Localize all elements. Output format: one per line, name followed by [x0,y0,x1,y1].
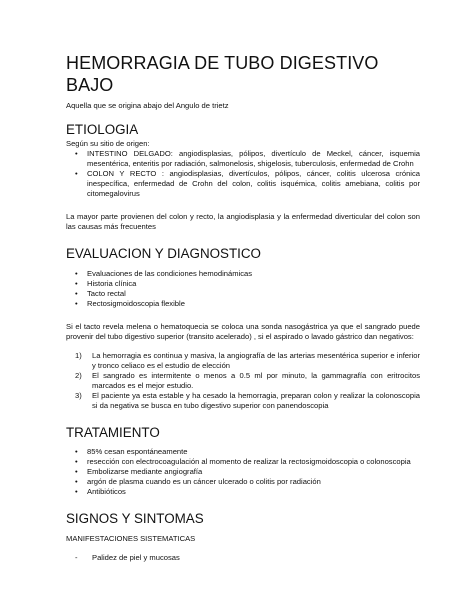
etiologia-list [66,149,420,199]
section-heading-signos: SIGNOS Y SINTOMAS [66,511,204,526]
etiologia-intro: Según su sitio de origen: [66,139,150,148]
tratamiento-list [66,447,420,497]
list-item: • Rectosigmoidoscopia flexible [75,299,185,308]
section-heading-tratamiento: TRATAMIENTO [66,425,160,440]
etiologia-summary: La mayor parte provienen del colon y recto, la angiodisplasia y la enfermedad diverticular del colon son las causas más frecuentes [66,212,420,231]
signos-list [66,553,420,563]
evaluacion-numbered-list [66,351,420,411]
bullet-icon: • [75,279,78,288]
bullet-icon: • [75,477,78,486]
list-item: • Tacto rectal [75,289,126,298]
evaluacion-paragraph: Si el tacto revela melena o hematoquecia se coloca una sonda nasogástrica ya que el sangrado puede provenir del tubo digestivo superior (transito acelerado) , si el aspirado o lavado gástrico dan negativos: [66,322,420,341]
list-item: - Palidez de piel y mucosas [75,553,180,562]
list-item: 2) El sangrado es intermitente o menos a 0.5 ml por minuto, la gammagrafía con eritrocitos marcados es el mejor estudio. [75,371,420,390]
bullet-icon: • [75,149,78,158]
bullet-icon: • [75,487,78,496]
bullet-icon: • [75,169,78,178]
list-item: • COLON Y RECTO : angiodisplasias, divertículos, pólipos, cáncer, colitis ulcerosa crónica inespecífica, enfermedad de Crohn del colon, colitis isquémica, colitis amebiana, colitis por citomegalovirus [75,169,420,198]
list-item: • Historia clínica [75,279,137,288]
page-subtitle: Aquella que se origina abajo del Angulo de trietz [66,101,229,110]
section-heading-evaluacion: EVALUACION Y DIAGNOSTICO [66,246,261,261]
bullet-icon: • [75,269,78,278]
list-item: • INTESTINO DELGADO: angiodisplasias, pólipos, divertículo de Meckel, cáncer, isquemia mesentérica, enteritis por radiación, salmonelosis, shigelosis, tuberculosis, enfermedad de Crohn [75,149,420,168]
list-item: • argón de plasma cuando es un cáncer ulcerado o colitis por radiación [75,477,321,486]
bullet-icon: • [75,447,78,456]
list-item: • resección con electrocoagulación al momento de realizar la rectosigmoidoscopia o colonoscopia [75,457,411,466]
list-item: 1) La hemorragia es continua y masiva, la angiografía de las arterias mesentérica superior e inferior y tronco celiaco es el estudio de elección [75,351,420,370]
bullet-icon: • [75,467,78,476]
list-item: • Antibióticos [75,487,126,496]
bullet-icon: • [75,289,78,298]
list-item: 3) El paciente ya esta estable y ha cesado la hemorragia, preparan colon y realizar la colonoscopia si da negativa se busca en tubo digestivo superior con panendoscopia [75,391,420,410]
list-item: • Evaluaciones de las condiciones hemodinámicas [75,269,253,278]
list-item: • 85% cesan espontáneamente [75,447,188,456]
bullet-icon: • [75,457,78,466]
bullet-icon: • [75,299,78,308]
evaluacion-list [66,269,420,309]
list-item: • Embolizarse mediante angiografía [75,467,203,476]
signos-subheading: MANIFESTACIONES SISTEMATICAS [66,534,196,543]
page-title: HEMORRAGIA DE TUBO DIGESTIVO BAJO [66,53,379,95]
section-heading-etiologia: ETIOLOGIA [66,122,139,137]
